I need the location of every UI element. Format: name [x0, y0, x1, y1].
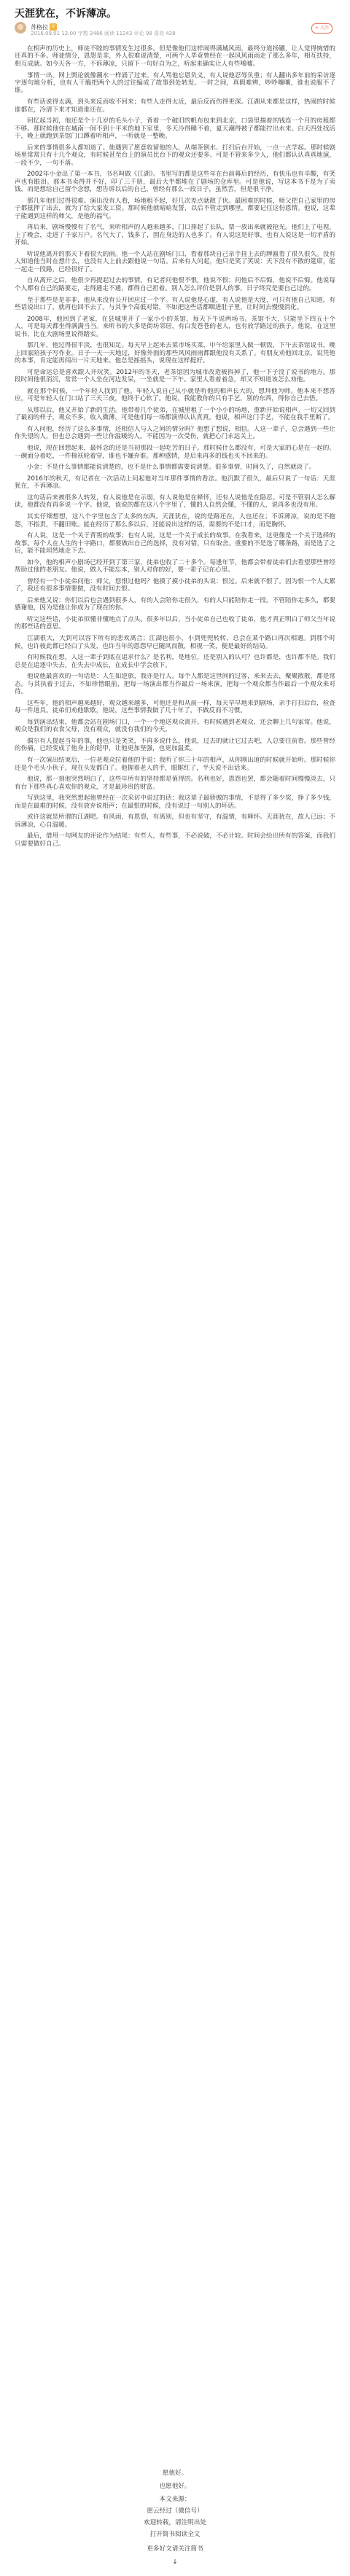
- author-avatar[interactable]: [15, 22, 26, 34]
- article-paragraph: 2016年的秋天，有记者在一次活动上问起他对当年那件事情的看法。他沉默了很久，最后只说了一句话：天涯犹在，不诉薄凉。: [15, 475, 335, 491]
- article-paragraph: 这句话后来被很多人转发，有人说他是在示弱，有人说他是在释怀，还有人说他是在隐忍。可是不管别人怎么解读，他都没有再多说一个字。他说，该说的都在这八个字里了，懂的人自然会懂，不懂的人，说再多也没有用。: [15, 493, 335, 510]
- closing-line: 愿云经过（微信号）: [147, 2507, 203, 2515]
- article-paragraph: 每到演出结束，他都会站在剧场门口，一个一个地送观众离开。有时候遇到老观众，还会聊上几句家常。他说，观众是我们的衣食父母，没有观众，就没有我们的今天。: [15, 718, 335, 734]
- article-paragraph: 曾经有一个小徒弟问他：师父，您恨过他吗？他摸了摸小徒弟的头说：恨过。后来就不恨了。因为恨一个人太累了，我还有很多事情要做，没有时间去恨。: [15, 577, 335, 593]
- article-paragraph: 自从离开之后，他很少再提起过去的事情。有记者问他恨不恨，他说不恨；问他后不后悔，他说不后悔。他说每个人都有自己的路要走，走得通走不通，都得自己担着。别人怎么评价是别人的事，日子终究是要自己过的。: [15, 277, 335, 292]
- article-paragraph: 他说，那一刻他突然明白了，这些年所有的坚持都是值得的。名利也好，恩怨也罢，都会随着时间慢慢淡去，只有台下那些真心喜欢你的观众，才是最珍贵的财富。: [15, 776, 335, 791]
- article-paragraph: 至于那些是是非非，他从来没有公开回应过一个字。有人说他是心虚，有人说他是大度，可只有他自己知道，有些话说出口了，就再也回不去了。与其争个高低对错，不如把这些话都咽进肚子里，让时间去慢慢消化。: [15, 296, 335, 312]
- article-paragraph: 他说，现在回想起来，最怀念的还是当初那段一起吃苦的日子。那时候什么都没有，可是大家的心是在一起的。一碗面分着吃，一件棉袄轮着穿，谁也不嫌弃谁。那种感情，是后来再多的钱也买不回来的。: [15, 445, 335, 460]
- article-paragraph: 从那以后，他又开始了新的生活。他带着几个徒弟，在城里租了一个小小的场地，重新开始说相声。一切又回到了最初的样子，观众不多，收入微薄，可是他们每一场都演得认认真真。他说，相声这门手艺，不能在我手里断了。: [15, 406, 335, 422]
- article-paragraph: 这些年，他的相声越来越好，观众越来越多，可他还是和从前一样，每天早早地来到剧场，亲手打扫后台，检查每一件道具。徒弟们劝他歇歇，他说，这些事情我做了几十年了，不做反而不习惯。: [15, 699, 335, 715]
- article-paragraph: 偶尔有人提起当年的事，他也只是笑笑，不再多说什么。他说，过去的就让它过去吧，人总要往前看。那些曾经的伤痛，已经变成了他身上的铠甲，让他更加坚强，也更加温柔。: [15, 737, 335, 753]
- closing-line: ↓: [172, 2559, 178, 2566]
- avatar-face-icon: [18, 24, 23, 30]
- article-paragraph: 再后来，剧场慢慢有了名气，来听相声的人越来越多，门口排起了长队，票一放出来就被抢光。他们上了电视，上了晚会，走进了千家万户。名气大了，钱多了，围在身边的人也多了。有人说这是好事，也有人说这是一切矛盾的开始。: [15, 224, 335, 247]
- article-paragraph: 在相声的历史上，师徒不睦的事情发生过很多。但是像他们这样闹得满城风雨，最终分道扬镳，让人觉得惋惜的还真的不多。师徒情分，恩怨是非，外人很难说清楚，可两个人毕竟曾经在一起风风雨雨走了那么多年，相互扶持，相互成就。如今天各一方，不诉薄凉，只留下一句好自为之，听起来确实让人有些唏嘘。: [15, 45, 335, 68]
- author-name[interactable]: 苏格拉: [31, 24, 48, 31]
- article-paragraph: 2002年小金出了第一本书，书名叫做《江湖》。书里写的都是这些年在台前幕后的经历，有快乐也有辛酸，有笑声也有眼泪。那本书卖得并不好，印了三千册，最后大半都堆在了剧场的仓库里。可是他说，写这本书不是为了卖钱，而是想给自己留个念想，想告诉以后的自己，曾经有那么一段日子，虽然苦，但是很干净。: [15, 171, 335, 194]
- article-paragraph: 有些话说得太满，到头来反而收不回来；有些人走得太近，最后反而伤得更深。江湖从来都是这样，热闹的时候谁都在，冷清下来才知道谁还在。: [15, 98, 335, 114]
- article-paragraph: 如今，他的相声小剧场已经开到了第三家，徒弟也收了二十多个。每逢年节，他都会带着徒弟们去看望那些曾经帮助过他的老朋友。他说，做人不能忘本，别人对你的好，要一辈子记在心里。: [15, 558, 335, 574]
- article-closing: [0, 2468, 350, 2576]
- vip-badge-icon: V: [50, 23, 57, 31]
- article-paragraph: 江湖很大，大到可以容下所有的悲欢离合；江湖也很小，小到兜兜转转，总会在某个路口再次相遇。到那个时候，也许彼此都已经白了头发，也许当年的恩怨早已随风而散，相视一笑，便是最好的结局。: [15, 635, 335, 650]
- author-row: [15, 20, 335, 36]
- closing-line: 欢迎转载，请注明出处: [144, 2519, 206, 2526]
- article-paragraph: 事情一出，网上舆论就像潮水一样涌了过来。有人骂他忘恩负义，有人说他忍辱负重；有人翻出多年前的采访逐字逐句地分析，也有人干脆把两个人的过往编成了故事到处转发。一时之间，真假难辨，吵吵嚷嚷，谁也说服不了谁。: [15, 71, 335, 95]
- article-paragraph: 2008年，他回到了老家，在县城里开了一家小小的茶馆，每天下午说两场书。茶馆不大，只能坐下四五十个人，可是每天都坐得满满当当。来听书的大多是街坊邻居，有白发苍苍的老人，也有放学路过的孩子。他说，在这里说书，比在大剧场里说得踏实。: [15, 315, 335, 338]
- article-paragraph: 听完这些话，小徒弟似懂非懂地点了点头。很多年以后，当小徒弟自己也收了徒弟，他才真正明白了师父当年说的那些话的意思。: [15, 615, 335, 631]
- article-paragraph: 最后，借用一句网友的评论作为结尾：有些人，有些事，不必说破，不必计较。时间会给出所有的答案，而我们只需要做好自己。: [15, 832, 335, 848]
- article-paragraph: 有人说，这是一个关于背叛的故事；也有人说，这是一个关于成长的故事。在我看来，这更像是一个关于选择的故事。每个人在人生的十字路口，都要做出自己的选择，没有对错，只有取舍。重要的不是选了哪条路，而是选了之后，能不能坦然地走下去。: [15, 532, 335, 555]
- article-paragraph: 或许这就是所谓的江湖吧。有风雨，有恩怨，有离别，但也有坚守，有温情，有释怀。天涯犹在，故人已远；不诉薄凉，心自温暖。: [15, 813, 335, 829]
- article-meta: 2016.09.01 12:00 字数 2486 阅读 11243 评论 98 喜欢 428: [31, 31, 176, 36]
- article-paragraph: 其实仔细想想，这八个字里包含了太多的东西。天涯犹在，说的是路还在，人也还在；不诉薄凉，说的是不抱怨，不指责，不翻旧账。能在经历了那么多以后，还能说出这样的话，需要的不是口才，而是胸怀。: [15, 513, 335, 528]
- closing-line: 也愿他好。: [159, 2483, 191, 2490]
- article-paragraph: 有一次演出结束后，一位老观众拉着他的手说：我听了你三十年的相声，从你刚出道的时候就开始听。那时候你还是个毛头小伙子，现在头发都白了。他握着老人的手，眼眶红了，半天说不出话来。: [15, 757, 335, 772]
- article-paragraph: 听说他离开的那天下着很大的雨。他一个人站在剧场门口，看着那块自己亲手挂上去的牌匾看了很久很久。没有人知道他当时在想什么，也没有人上前去跟他说一句话。后来有人问起，他只是笑了笑说：天下没有不散的筵席，能一起走一段路，已经很好了。: [15, 250, 335, 273]
- article-paragraph: 那几年，他过得很平淡，也很知足。每天早上起来去菜市场买菜，中午给家里人做一顿饭，下午去茶馆说书，晚上回家陪孩子写作业。日子一天一天地过，好像外面的那些风风雨雨都跟他没有关系了。有朋友劝他回北京，说凭他的本事，肯定能再闯出一片天地来。他总是摇摇头，说现在这样挺好。: [15, 342, 335, 365]
- article-header: [0, 0, 350, 45]
- follow-button[interactable]: + 关注: [311, 23, 332, 34]
- closing-line: 愿他好。: [162, 2470, 188, 2477]
- article-paragraph: 那几年他们过得很难。演出没有人看，场地租不起，好几次差点就散了伙。最困难的时候，师父把自己家里的房子都抵押了出去，就为了给大家发工资。那时候他就暗暗发誓，以后不管走到哪里，都要记住这份恩情。他说，这辈子能遇到这样的师父，是他的福气。: [15, 197, 335, 220]
- article-paragraph: 回忆起当初，他还是个十几岁的毛头小子，背着一个破旧的帆布包来到北京，口袋里揣着的钱连一个月的房租都不够。那时候他住在城南一间不到十平米的地下室里，冬天冷得睡不着，夏天潮得被子都能拧出水来。白天四处找活干，晚上就跑到茶馆门口蹲着听相声，一听就是一整晚。: [15, 117, 335, 141]
- article-title: 天涯犹在，不诉薄凉。: [15, 8, 117, 20]
- closing-line: 本文来源：: [159, 2496, 191, 2503]
- article-paragraph: 小金：不是什么事情都能说清楚的，也不是什么事情都需要说清楚。很多事情，时间久了，自然就淡了。: [27, 464, 316, 472]
- article-paragraph: 可是命运总是喜欢跟人开玩笑。2012年的冬天，老茶馆因为城市改造被拆掉了，他一下子没了说书的地方。那段时间他很消沉，常常一个人坐在河边发呆，一坐就是一下午。家里人看着着急，却又不知道该怎么劝他。: [15, 368, 335, 384]
- article-paragraph: 后来他又说：你们以后也会遇到很多人，有的人会陪你走很久，有的人只能陪你走一段。不管陪你走多久，都要感谢他，因为是他让你成为了现在的你。: [15, 596, 335, 612]
- article-paragraph: 就在那个时候，一个年轻人找到了他。年轻人说自己从小就是听他的相声长大的，想拜他为师。他本来不想答应，可是年轻人在门口站了三天三夜，他终于心软了。他说，我能教你的只有手艺，别的东西，得你自己去悟。: [15, 387, 335, 403]
- article-paragraph: 写到这里，我突然想起他曾经在一次采访中说过的话：我这辈子最骄傲的事情，不是得了多少奖，挣了多少钱，而是在最难的时候，没有放弃说相声；在最恨的时候，没有说过一句别人的坏话。: [15, 795, 335, 810]
- article-paragraph: 有人问他，经历了这么多事情，还相信人与人之间的情分吗？他想了想说，相信。人这一辈子，总会遇到一些让你失望的人，但也总会遇到一些让你温暖的人。不能因为一次受伤，就把心门永远关上。: [15, 426, 335, 441]
- closing-line: 打开简书阅读全文: [149, 2531, 201, 2538]
- article-paragraph: 有时候我在想，人这一辈子到底在追求什么？是名利，是地位，还是别人的认可？也许都是，也许都不是。我们总是在追逐中失去，在失去中成长，在成长中学会放下。: [15, 654, 335, 669]
- article-paragraph: 他说他最喜欢的一句话是：人生如逆旅，我亦是行人。每个人都是这世间的过客，来来去去，聚聚散散，都是常态。与其执着于过去，不如珍惜眼前，把每一场演出都当作最后一场来演，把每一个观众都当作最后一个观众来对待。: [15, 673, 335, 696]
- closing-line: 更多好文请关注简书: [147, 2545, 203, 2553]
- article-body: [15, 45, 335, 852]
- article-paragraph: 后来的事情很多人都知道了。他遇到了愿意收留他的人，从端茶倒水、打扫后台开始，一点一点学起。那时候剧场里常常只有十几个观众，有时候甚至台上的演员比台下的观众还要多。可是不管来多少人，他们都认认真真地演，一段不少，一句不落。: [15, 144, 335, 167]
